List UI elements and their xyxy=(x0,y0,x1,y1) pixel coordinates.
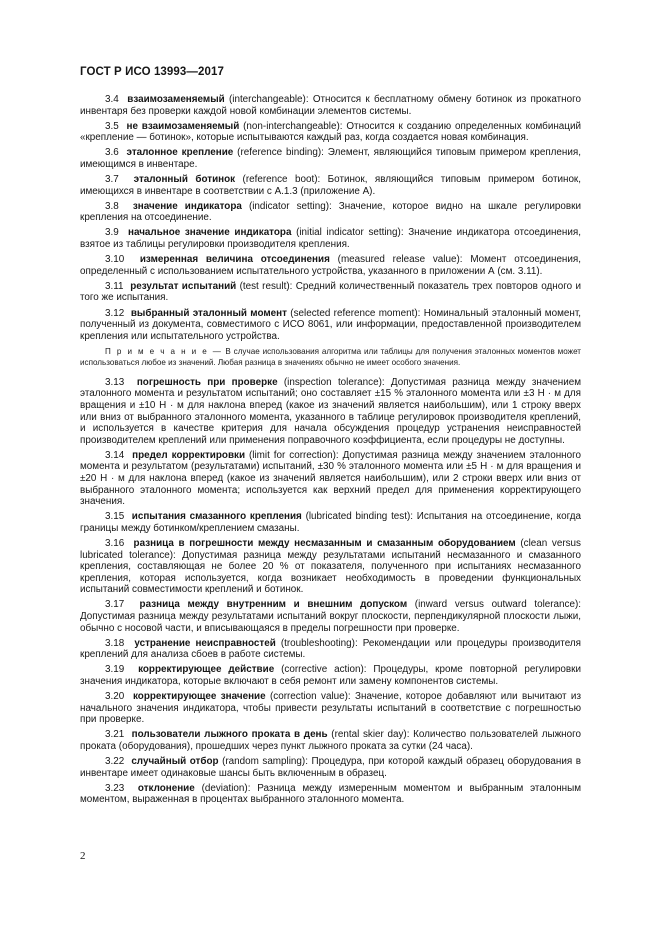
definition-text: (interchangeable): Относится к бесплатному обмену ботинок из прокатного инвентаря без проверки каждой новой комбинации элементов системы. xyxy=(80,94,581,117)
definition-text: (limit for correction): Допустимая разница между значением эталонного момента и результатом (результатами) испытаний, ±30 % эталонного момента или ±5 Н · м для вращения и ±20 Н · м для наклона вперед (какое из значений является наибольшим), или 2 строки вверх или вниз от выбранного эталонного момента; используется как верхний предел для применения корректирующего значения. xyxy=(80,449,582,508)
definition-entry xyxy=(80,377,581,447)
definition-number: 3.5 xyxy=(105,120,119,132)
definition-term: корректирующее действие xyxy=(138,664,275,676)
definition-number: 3.11 xyxy=(105,280,124,292)
definition-text: (reference boot): Ботинок, являющийся типовым примером ботинок, имеющихся в инвентаре в соответствии с А.1.3 (приложение А). xyxy=(80,174,581,197)
definition-text: (troubleshooting): Рекомендации или процедуры производителя креплений для анализа сбоев в работе системы. xyxy=(80,637,581,661)
note-text: В случае использования алгоритма или таблицы для получения эталонных моментов может использоваться любое из значений. Любая разница в значениях обычно не имеет особого значения. xyxy=(80,346,582,367)
definition-number: 3.10 xyxy=(105,254,125,266)
definition-entry xyxy=(80,308,581,343)
definition-term: предел корректировки xyxy=(132,449,246,461)
definition-term: пользователи лыжного проката в день xyxy=(131,729,328,741)
definition-entry xyxy=(80,254,581,277)
definition-number: 3.23 xyxy=(105,782,125,794)
definition-number: 3.19 xyxy=(105,664,125,676)
definition-number: 3.18 xyxy=(105,637,125,649)
definition-entry xyxy=(80,94,581,117)
definition-number: 3.14 xyxy=(105,449,125,461)
document-header: ГОСТ Р ИСО 13993—2017 xyxy=(80,66,225,78)
definition-entry xyxy=(80,664,581,687)
definition-text: (selected reference moment): Номинальный эталонный момент, полученный из документа, совместимого с ИСО 8061, или информации, предоставленной производителем крепления или испытательного устройства. xyxy=(80,307,581,342)
definition-term: результат испытаний xyxy=(130,280,237,292)
note-label: П р и м е ч а н и е — xyxy=(105,346,223,356)
definition-term: взаимозаменяемый xyxy=(127,94,225,105)
definition-text: (inward versus outward tolerance): Допустимая разница между результатами испытаний вокруг плоскости, перпендикулярной плоскости лыжи, обычно с носовой части, и вписывающаяся в пределы погрешности при проверке. xyxy=(80,599,582,634)
note-paragraph xyxy=(80,346,581,368)
definition-text: (initial indicator setting): Значение индикатора отсоединения, взятое из таблицы регулировки производителя крепления. xyxy=(80,227,581,251)
definition-term: измеренная величина отсоединения xyxy=(139,254,330,266)
definitions-list-continued xyxy=(80,377,581,806)
definition-entry xyxy=(80,147,581,170)
definition-number: 3.4 xyxy=(105,94,119,105)
definition-term: разница между внутренним и внешним допуском xyxy=(139,599,408,611)
definition-text: (lubricated binding test): Испытания на отсоединение, когда границы между ботинком/креплением смазаны. xyxy=(80,511,581,534)
definition-term: случайный отбор xyxy=(131,756,219,768)
definition-entry xyxy=(80,691,581,726)
definition-term: отклонение xyxy=(137,782,195,794)
definition-entry xyxy=(80,599,581,634)
definition-text: (indicator setting): Значение, которое видно на шкале регулировки крепления на отсоединение. xyxy=(80,200,581,224)
definition-entry xyxy=(80,174,581,197)
definition-text: (non-interchangeable): Относится к созданию определенных комбинаций «крепление — ботинок», которые испытываются каждый раз, когда создается новая комбинация. xyxy=(80,120,581,144)
definition-term: эталонный ботинок xyxy=(133,174,236,186)
definition-number: 3.6 xyxy=(105,147,119,159)
definition-number: 3.13 xyxy=(105,376,125,388)
definition-text: (test result): Средний количественный показатель трех повторов одного и того же испытания. xyxy=(80,280,581,304)
definition-term: не взаимозаменяемый xyxy=(126,120,240,132)
definition-term: разница в погрешности между несмазанным и смазанным оборудованием xyxy=(133,538,516,549)
definition-term: эталонное крепление xyxy=(126,147,234,159)
page-number: 2 xyxy=(80,850,86,862)
definition-number: 3.21 xyxy=(105,729,125,741)
definition-term: корректирующее значение xyxy=(132,691,266,703)
definition-entry xyxy=(80,638,581,661)
definitions-list xyxy=(80,94,581,342)
definition-entry xyxy=(80,201,581,224)
definition-term: устранение неисправностей xyxy=(134,637,276,649)
definition-text: (inspection tolerance): Допустимая разница между значением эталонного момента и результатом испытаний; оно составляет ±15 % эталонного момента или ±3 Н · м для вращения и ±10 Н · м для наклона вперед (какое из значений является наибольшим), или 1 строку вверх или вниз от выбранного эталонного момента, указанного в таблице регулировок производителя креплений, и используется в качестве критерия для начала обсуждения процедур устранения неисправностей производителем креплений или применения поправочного коэффициента, если процедуры не доступны. xyxy=(80,376,581,446)
definition-number: 3.8 xyxy=(105,200,119,212)
definition-term: выбранный эталонный момент xyxy=(130,307,287,319)
definition-text: (correction value): Значение, которое добавляют или вычитают из начального значения индикатора, чтобы привести результаты испытаний в соответствие с погрешностью при проверке. xyxy=(80,691,581,726)
definition-text: (random sampling): Процедура, при которой каждый образец оборудования в инвентаре имеет одинаковые шансы быть включенным в образец. xyxy=(80,756,582,779)
definition-text: (corrective action): Процедуры, кроме повторной регулировки значения индикатора, которые включают в себя ремонт или замену компонентов системы. xyxy=(80,664,581,688)
definition-entry xyxy=(80,227,581,250)
definition-number: 3.12 xyxy=(105,307,125,319)
definition-entry xyxy=(80,729,581,752)
definition-entry xyxy=(80,450,581,508)
definition-term: погрешность при проверке xyxy=(136,376,278,388)
definition-text: (reference binding): Элемент, являющийся типовым примером крепления, имеющимся в инвентаре. xyxy=(80,147,581,170)
definition-number: 3.9 xyxy=(105,227,119,239)
definition-text: (clean versus lubricated tolerance): Допустимая разница между результатами испытаний несмазанного и смазанного крепления, составляющая не более 20 % от показателя, полученного при испытаниях несмазанного крепления, которая используется, когда возникает необходимость в проведении функциональных испытаний совместимости креплений и ботинок. xyxy=(80,538,581,596)
definition-text: (deviation): Разница между измеренным моментом и выбранным эталонным моментом, выраженная в процентах выбранного эталонного момента. xyxy=(80,782,581,806)
definition-number: 3.15 xyxy=(105,511,125,523)
definition-entry xyxy=(80,756,581,779)
definition-entry xyxy=(80,511,581,534)
definition-number: 3.22 xyxy=(105,756,125,768)
definition-entry xyxy=(80,121,581,144)
definitions-body xyxy=(80,94,581,809)
definition-number: 3.20 xyxy=(105,691,125,703)
definition-entry xyxy=(80,538,581,596)
definition-term: значение индикатора xyxy=(132,200,242,212)
definition-entry xyxy=(80,783,581,806)
definition-text: (rental skier day): Количество пользователей лыжного проката (оборудования), прошедших через пункт лыжного проката за сутки (24 часа). xyxy=(80,729,581,752)
definition-entry xyxy=(80,281,581,304)
definition-number: 3.17 xyxy=(105,599,125,611)
definition-term: испытания смазанного крепления xyxy=(131,511,302,523)
definition-number: 3.7 xyxy=(105,174,119,186)
definition-text: (measured release value): Момент отсоединения, определенный с использованием испытательного устройства, указанного в приложении А (см. 3.11). xyxy=(80,254,581,277)
definition-number: 3.16 xyxy=(105,538,125,549)
definition-term: начальное значение индикатора xyxy=(127,227,292,239)
